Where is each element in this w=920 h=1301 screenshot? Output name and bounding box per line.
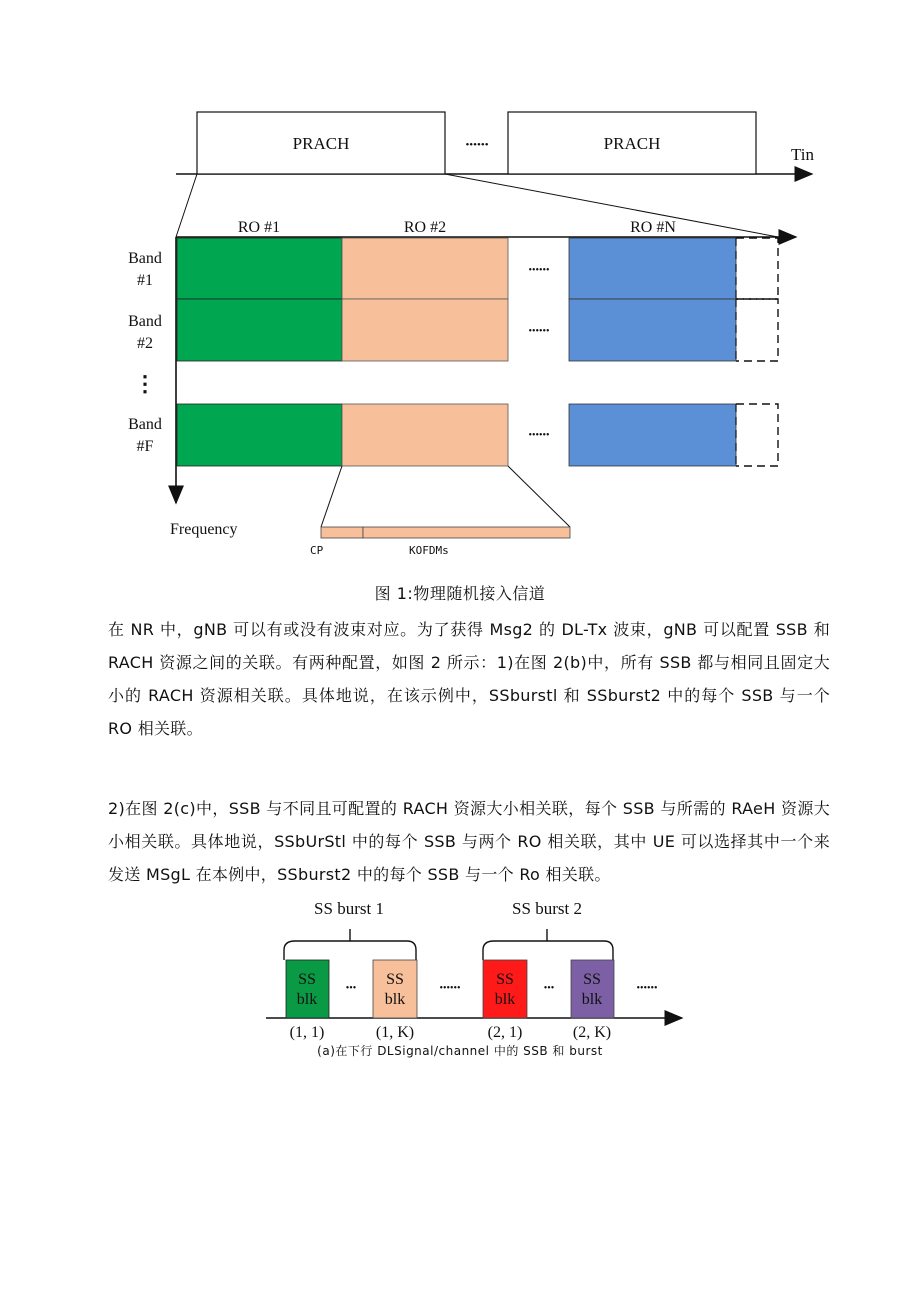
ss-block-2-k-blk: blk xyxy=(581,991,603,1008)
ss-block-1-k xyxy=(373,960,417,1018)
paragraph-2: 2)在图 2(c)中，SSB 与不同且可配置的 RACH 资源大小相关联，每个 SSB 与所需的 RAeH 资源大小相关联。具体地说，SSbUrStl 中的每个 SSB 与两个 RO 相关联，其中 UE 可以选择其中一个来发送 MSgL 在本例中，SSburst2 中的每个 SSB 与一个 Ro 相关联。 xyxy=(108,799,830,884)
paragraph-1: 在 NR 中，gNB 可以有或没有波束对应。为了获得 Msg2 的 DL-Tx 波束，gNB 可以配置 SSB 和 RACH 资源之间的关联。有两种配置，如图 2 所示：1)在图 2(b)中，所有 SSB 都与相同且固定大小的 RACH 资源相关联。具体地说，在该示例中，SSburstl 和 SSburst2 中的每个 SSB 与一个 RO 相关联。 xyxy=(108,620,830,738)
ro-label-n: RO #N xyxy=(630,219,676,236)
band-label-1a: Band xyxy=(128,250,162,267)
zoom-line-right xyxy=(445,174,778,237)
figure-2-caption: (a)在下行 DLSignal/channel 中的 SSB 和 burst xyxy=(317,1044,603,1058)
prach-label-1: PRACH xyxy=(292,134,350,153)
ss-block-1-1 xyxy=(286,960,329,1018)
time-label: Tin xyxy=(791,145,815,164)
ss-block-2-1-ss: SS xyxy=(496,971,514,988)
ro1-bandf xyxy=(177,404,342,466)
ron-band1-dashed xyxy=(736,238,778,299)
ron-band1 xyxy=(569,238,736,299)
ro-label-1: RO #1 xyxy=(237,219,281,236)
index-label-2-1: (2, 1) xyxy=(487,1024,523,1041)
burst-1-label: SS burst 1 xyxy=(314,899,384,918)
band-label-2b: #2 xyxy=(137,335,153,352)
ss-block-1-1-blk: blk xyxy=(296,991,318,1008)
ro2-band2 xyxy=(342,299,508,361)
ss-block-1-k-blk: blk xyxy=(384,991,406,1008)
ss-block-2-k-ss: SS xyxy=(583,971,601,988)
ss-block-1-1-ss: SS xyxy=(298,971,316,988)
band-label-2a: Band xyxy=(128,313,162,330)
ss-block-2-k xyxy=(571,960,614,1018)
band-label-fa: Band xyxy=(128,416,162,433)
ron-bandf-dashed xyxy=(736,404,778,466)
frequency-label: Frequency xyxy=(170,521,238,538)
ron-bandf xyxy=(569,404,736,466)
vertical-dots: ⋮ xyxy=(134,371,156,396)
cp-zoom-left xyxy=(321,466,342,527)
short-dots-1: ••• xyxy=(345,983,357,994)
ro2-band1 xyxy=(342,238,508,299)
ron-band2-dashed xyxy=(736,299,778,361)
band-label-1b: #1 xyxy=(137,272,153,289)
prach-figure xyxy=(0,0,920,570)
ro1-band2 xyxy=(177,299,342,361)
ss-block-1-k-ss: SS xyxy=(386,971,404,988)
prach-label-2: PRACH xyxy=(603,134,661,153)
ron-band2 xyxy=(569,299,736,361)
cp-zoom-right xyxy=(508,466,570,527)
index-label-2-k: (2, K) xyxy=(572,1024,612,1041)
short-dots-2: ••• xyxy=(543,983,555,994)
row-dots-1: •••••• xyxy=(528,265,550,276)
ro-label-2: RO #2 xyxy=(403,219,447,236)
burst-2-brace xyxy=(483,929,613,960)
cp-label: CP xyxy=(310,544,324,557)
burst-1-brace xyxy=(284,929,416,960)
cp-block xyxy=(321,527,363,538)
long-dots-2: •••••• xyxy=(636,983,658,994)
long-dots-1: •••••• xyxy=(439,983,461,994)
ss-block-2-1-blk: blk xyxy=(494,991,516,1008)
zoom-line-left xyxy=(176,174,197,237)
kofdm-label: KOFDMs xyxy=(409,544,449,557)
band-label-fb: #F xyxy=(136,438,154,455)
index-label-1-k: (1, K) xyxy=(375,1024,415,1041)
ss-block-2-1 xyxy=(483,960,527,1018)
figure-1-caption: 图 1:物理随机接入信道 xyxy=(374,584,546,603)
ro2-bandf xyxy=(342,404,508,466)
kofdm-block xyxy=(363,527,570,538)
row-dots-2: •••••• xyxy=(528,326,550,337)
burst-2-label: SS burst 2 xyxy=(512,899,582,918)
prach-dots: •••••• xyxy=(465,139,489,151)
row-dots-f: •••••• xyxy=(528,430,550,441)
index-label-1-1: (1, 1) xyxy=(289,1024,325,1041)
ro1-band1 xyxy=(177,238,342,299)
